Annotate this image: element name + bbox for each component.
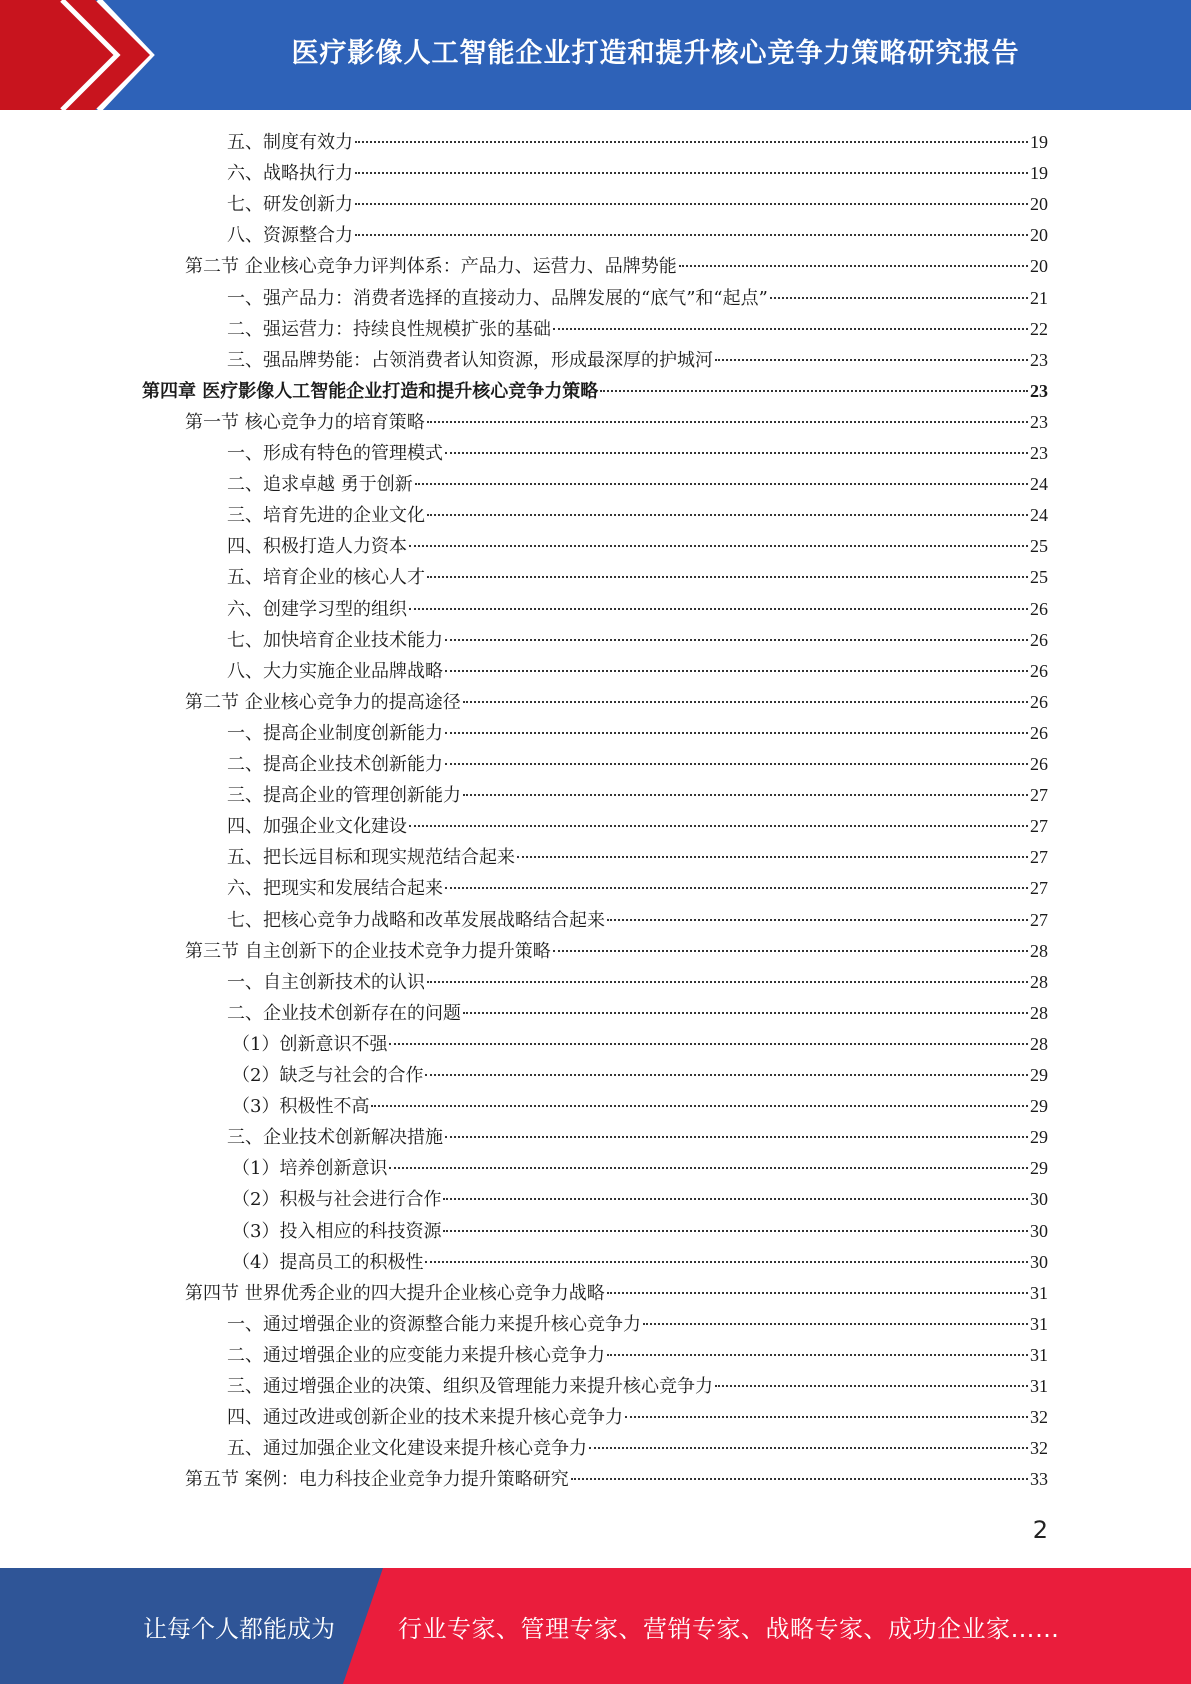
toc-entry-page-number: 29 xyxy=(1030,1096,1048,1117)
toc-entry-title: 一、自主创新技术的认识 xyxy=(227,971,425,993)
toc-item-entry[interactable] xyxy=(232,1247,1048,1278)
toc-item-entry[interactable] xyxy=(227,438,1048,469)
toc-entry-page-number: 22 xyxy=(1030,318,1048,339)
toc-dot-leader xyxy=(355,172,1028,174)
toc-dot-leader xyxy=(389,1167,1028,1169)
toc-entry-title: （1）培养创新意识 xyxy=(232,1158,388,1180)
toc-entry-page-number: 25 xyxy=(1030,536,1048,557)
toc-dot-leader xyxy=(553,950,1028,952)
toc-entry-title: 二、通过增强企业的应变能力来提升核心竞争力 xyxy=(227,1344,605,1366)
toc-item-entry[interactable] xyxy=(227,780,1048,811)
toc-entry-page-number: 27 xyxy=(1030,785,1048,806)
toc-dot-leader xyxy=(427,576,1028,578)
toc-entry-title: 八、资源整合力 xyxy=(227,225,353,247)
toc-item-entry[interactable] xyxy=(227,842,1048,873)
toc-dot-leader xyxy=(463,1012,1028,1014)
toc-dot-leader xyxy=(463,701,1028,703)
toc-entry-page-number: 31 xyxy=(1030,1376,1048,1396)
toc-entry-page-number: 29 xyxy=(1030,1127,1048,1148)
toc-entry-page-number: 23 xyxy=(1030,411,1048,432)
toc-item-entry[interactable] xyxy=(232,1029,1048,1060)
toc-entry-page-number: 27 xyxy=(1030,816,1048,837)
toc-entry-page-number: 26 xyxy=(1030,754,1048,774)
toc-dot-leader xyxy=(607,1354,1028,1356)
toc-dot-leader xyxy=(553,328,1028,330)
toc-chapter-entry[interactable] xyxy=(142,376,1048,407)
toc-item-entry[interactable] xyxy=(232,1216,1048,1247)
toc-section-entry[interactable] xyxy=(185,407,1048,438)
toc-entry-title: 四、通过改进或创新企业的技术来提升核心竞争力 xyxy=(227,1407,623,1429)
toc-item-entry[interactable] xyxy=(227,594,1048,625)
toc-dot-leader xyxy=(571,1478,1028,1480)
toc-entry-title: 六、战略执行力 xyxy=(227,163,353,185)
toc-item-entry[interactable] xyxy=(227,873,1048,904)
toc-entry-page-number: 26 xyxy=(1030,722,1048,743)
toc-entry-page-number: 21 xyxy=(1030,287,1048,308)
toc-entry-title: 八、大力实施企业品牌战略 xyxy=(227,660,443,682)
toc-dot-leader xyxy=(517,856,1028,858)
toc-dot-leader xyxy=(445,763,1028,765)
toc-entry-title: （4）提高员工的积极性 xyxy=(232,1251,424,1273)
toc-entry-title: 三、通过增强企业的决策、组织及管理能力来提升核心竞争力 xyxy=(227,1376,713,1397)
toc-item-entry[interactable] xyxy=(227,314,1048,345)
toc-entry-page-number: 33 xyxy=(1030,1469,1048,1490)
toc-entry-page-number: 31 xyxy=(1030,1282,1048,1303)
toc-dot-leader xyxy=(679,265,1028,267)
toc-section-entry[interactable] xyxy=(185,1278,1048,1309)
toc-entry-page-number: 20 xyxy=(1030,225,1048,246)
page-number: 2 xyxy=(1032,1516,1048,1544)
toc-dot-leader xyxy=(355,203,1028,205)
toc-entry-title: 七、把核心竞争力战略和改革发展战略结合起来 xyxy=(227,909,605,931)
toc-entry-title: 六、创建学习型的组织 xyxy=(227,598,407,620)
toc-entry-page-number: 31 xyxy=(1030,1313,1048,1334)
toc-entry-page-number: 26 xyxy=(1030,598,1048,619)
toc-entry-page-number: 30 xyxy=(1030,1189,1048,1210)
toc-item-entry[interactable] xyxy=(232,1184,1048,1215)
toc-dot-leader xyxy=(355,141,1028,143)
toc-entry-page-number: 23 xyxy=(1030,380,1048,401)
toc-item-entry[interactable] xyxy=(227,656,1048,687)
toc-item-entry[interactable] xyxy=(227,189,1048,220)
toc-dot-leader xyxy=(409,545,1028,547)
toc-entry-page-number: 28 xyxy=(1030,1002,1048,1023)
toc-entry-title: 二、企业技术创新存在的问题 xyxy=(227,1002,461,1024)
toc-item-entry[interactable] xyxy=(232,1060,1048,1091)
toc-section-entry[interactable] xyxy=(185,936,1048,967)
toc-entry-title: （3）积极性不高 xyxy=(232,1096,370,1118)
toc-item-entry[interactable] xyxy=(227,1309,1048,1340)
toc-entry-page-number: 30 xyxy=(1030,1220,1048,1241)
toc-dot-leader xyxy=(409,825,1028,827)
toc-dot-leader xyxy=(445,639,1028,641)
toc-dot-leader xyxy=(445,1136,1028,1138)
toc-dot-leader xyxy=(427,981,1028,983)
toc-entry-page-number: 19 xyxy=(1030,163,1048,184)
toc-dot-leader xyxy=(427,421,1028,423)
toc-entry-title: 第四节 世界优秀企业的四大提升企业核心竞争力战略 xyxy=(185,1282,605,1304)
toc-item-entry[interactable] xyxy=(227,127,1048,158)
toc-entry-title: 第二节 企业核心竞争力的提高途径 xyxy=(185,691,461,713)
toc-dot-leader xyxy=(643,1323,1028,1325)
toc-entry-page-number: 28 xyxy=(1030,971,1048,992)
toc-item-entry[interactable] xyxy=(232,1153,1048,1184)
toc-item-entry[interactable] xyxy=(227,718,1048,749)
toc-item-entry[interactable] xyxy=(227,345,1048,376)
toc-entry-title: （2）积极与社会进行合作 xyxy=(232,1189,442,1211)
toc-entry-page-number: 23 xyxy=(1030,443,1048,463)
report-title: 医疗影像人工智能企业打造和提升核心竞争力策略研究报告 xyxy=(291,37,1020,69)
toc-item-entry[interactable] xyxy=(227,220,1048,251)
toc-entry-title: 五、通过加强企业文化建设来提升核心竞争力 xyxy=(227,1438,587,1460)
toc-entry-page-number: 26 xyxy=(1030,660,1048,681)
toc-entry-page-number: 27 xyxy=(1030,909,1048,930)
toc-dot-leader xyxy=(445,732,1028,734)
toc-entry-title: （1）创新意识不强 xyxy=(232,1033,388,1055)
toc-item-entry[interactable] xyxy=(227,1371,1048,1402)
toc-entry-page-number: 19 xyxy=(1030,132,1048,152)
toc-item-entry[interactable] xyxy=(227,749,1048,780)
toc-entry-page-number: 26 xyxy=(1030,691,1048,712)
toc-entry-page-number: 27 xyxy=(1030,847,1048,868)
toc-entry-title: 一、形成有特色的管理模式 xyxy=(227,443,443,464)
toc-item-entry[interactable] xyxy=(227,283,1048,314)
toc-item-entry[interactable] xyxy=(227,967,1048,998)
toc-entry-title: 三、强品牌势能：占领消费者认知资源，形成最深厚的护城河 xyxy=(227,349,713,371)
toc-entry-page-number: 28 xyxy=(1030,1033,1048,1054)
toc-dot-leader xyxy=(770,297,1028,299)
toc-entry-title: 五、把长远目标和现实规范结合起来 xyxy=(227,847,515,869)
toc-entry-title: 三、提高企业的管理创新能力 xyxy=(227,785,461,807)
toc-entry-title: 二、提高企业技术创新能力 xyxy=(227,754,443,775)
toc-item-entry[interactable] xyxy=(227,998,1048,1029)
toc-entry-title: 七、加快培育企业技术能力 xyxy=(227,629,443,651)
toc-section-entry[interactable] xyxy=(185,687,1048,718)
toc-section-entry[interactable] xyxy=(185,251,1048,282)
toc-entry-page-number: 26 xyxy=(1030,629,1048,650)
toc-entry-page-number: 20 xyxy=(1030,256,1048,277)
toc-item-entry[interactable] xyxy=(227,562,1048,593)
toc-entry-title: 五、培育企业的核心人才 xyxy=(227,567,425,589)
toc-entry-title: 五、制度有效力 xyxy=(227,132,353,153)
toc-entry-page-number: 30 xyxy=(1030,1251,1048,1272)
toc-entry-title: 六、把现实和发展结合起来 xyxy=(227,878,443,900)
toc-dot-leader xyxy=(589,1447,1028,1449)
toc-entry-page-number: 24 xyxy=(1030,505,1048,526)
footer-slogan-right: 行业专家、管理专家、营销专家、战略专家、成功企业家…… xyxy=(398,1614,1060,1643)
footer-slogan-left: 让每个人都能成为 xyxy=(143,1614,335,1643)
toc-dot-leader xyxy=(445,670,1028,672)
toc-entry-title: 四、积极打造人力资本 xyxy=(227,536,407,558)
toc-entry-title: 一、通过增强企业的资源整合能力来提升核心竞争力 xyxy=(227,1313,641,1335)
toc-dot-leader xyxy=(355,234,1028,236)
toc-dot-leader xyxy=(625,1416,1028,1418)
toc-entry-page-number: 27 xyxy=(1030,878,1048,899)
page-footer xyxy=(0,1568,1191,1684)
toc-item-entry[interactable] xyxy=(232,1091,1048,1122)
toc-section-entry[interactable] xyxy=(185,1464,1048,1495)
toc-entry-title: 七、研发创新力 xyxy=(227,194,353,216)
toc-entry-page-number: 24 xyxy=(1030,474,1048,495)
toc-entry-page-number: 28 xyxy=(1030,940,1048,961)
toc-item-entry[interactable] xyxy=(227,905,1048,936)
toc-dot-leader xyxy=(445,887,1028,889)
toc-dot-leader xyxy=(715,1385,1028,1387)
toc-entry-title: （3）投入相应的科技资源 xyxy=(232,1220,442,1242)
toc-dot-leader xyxy=(607,1292,1028,1294)
toc-entry-title: （2）缺乏与社会的合作 xyxy=(232,1065,424,1086)
toc-entry-title: 四、加强企业文化建设 xyxy=(227,816,407,838)
toc-dot-leader xyxy=(371,1105,1028,1107)
toc-dot-leader xyxy=(415,483,1028,485)
toc-entry-title: 第三节 自主创新下的企业技术竞争力提升策略 xyxy=(185,940,551,962)
toc-item-entry[interactable] xyxy=(227,1340,1048,1371)
toc-dot-leader xyxy=(425,1261,1028,1263)
toc-item-entry[interactable] xyxy=(227,158,1048,189)
toc-entry-page-number: 31 xyxy=(1030,1344,1048,1365)
toc-item-entry[interactable] xyxy=(227,1402,1048,1433)
toc-item-entry[interactable] xyxy=(227,1122,1048,1153)
toc-entry-title: 第四章 医疗影像人工智能企业打造和提升核心竞争力策略 xyxy=(142,380,599,402)
toc-entry-title: 一、提高企业制度创新能力 xyxy=(227,722,443,744)
toc-item-entry[interactable] xyxy=(227,500,1048,531)
toc-dot-leader xyxy=(389,1043,1028,1045)
toc-dot-leader xyxy=(425,1074,1028,1076)
toc-dot-leader xyxy=(463,794,1028,796)
toc-entry-page-number: 29 xyxy=(1030,1158,1048,1179)
toc-dot-leader xyxy=(427,514,1028,516)
toc-dot-leader xyxy=(607,919,1028,921)
toc-entry-title: 三、企业技术创新解决措施 xyxy=(227,1127,443,1149)
toc-entry-title: 二、强运营力：持续良性规模扩张的基础 xyxy=(227,318,551,340)
toc-entry-page-number: 20 xyxy=(1030,194,1048,215)
toc-dot-leader xyxy=(409,608,1028,610)
toc-entry-page-number: 23 xyxy=(1030,349,1048,370)
toc-entry-title: 二、追求卓越 勇于创新 xyxy=(227,474,413,496)
toc-dot-leader xyxy=(443,1198,1028,1200)
page-header xyxy=(0,0,1191,110)
toc-entry-page-number: 32 xyxy=(1030,1407,1048,1428)
toc-entry-title: 第一节 核心竞争力的培育策略 xyxy=(185,411,425,433)
toc-entry-title: 三、培育先进的企业文化 xyxy=(227,505,425,527)
toc-entry-title: 一、强产品力：消费者选择的直接动力、品牌发展的“底气”和“起点” xyxy=(227,287,768,309)
toc-entry-title: 第五节 案例：电力科技企业竞争力提升策略研究 xyxy=(185,1469,569,1491)
toc-item-entry[interactable] xyxy=(227,625,1048,656)
toc-entry-page-number: 29 xyxy=(1030,1065,1048,1085)
toc-entry-title: 第二节 企业核心竞争力评判体系：产品力、运营力、品牌势能 xyxy=(185,256,677,278)
toc-entry-page-number: 32 xyxy=(1030,1438,1048,1459)
toc-dot-leader xyxy=(443,1230,1028,1232)
toc-item-entry[interactable] xyxy=(227,469,1048,500)
toc-dot-leader xyxy=(600,390,1028,392)
toc-item-entry[interactable] xyxy=(227,811,1048,842)
toc-item-entry[interactable] xyxy=(227,531,1048,562)
toc-dot-leader xyxy=(715,359,1028,361)
toc-item-entry[interactable] xyxy=(227,1433,1048,1464)
toc-dot-leader xyxy=(445,452,1028,454)
toc-entry-page-number: 25 xyxy=(1030,567,1048,588)
